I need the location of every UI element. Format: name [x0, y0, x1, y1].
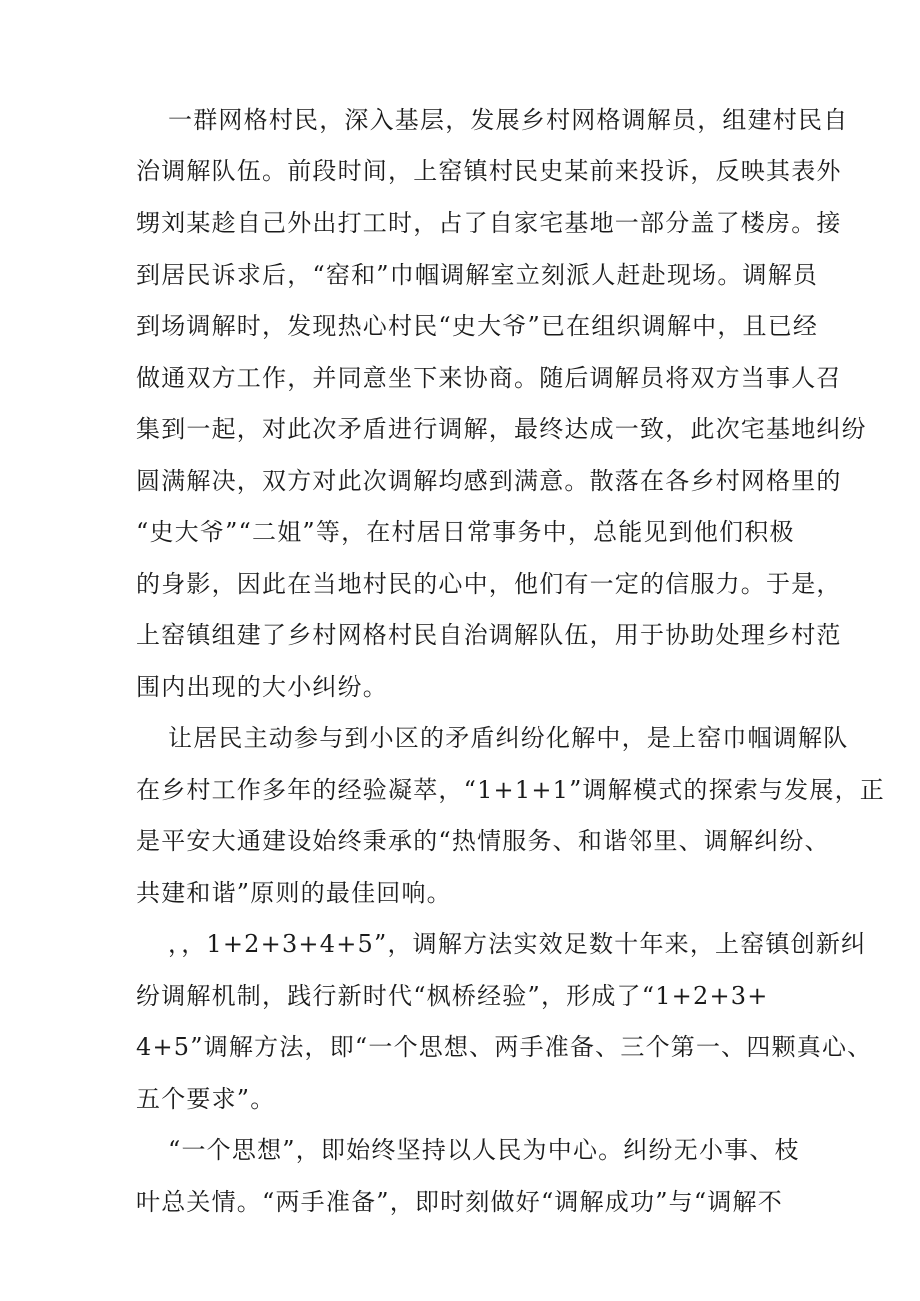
paragraph-3-line-3: 4+5”调解方法，即“一个思想、两手准备、三个第一、四颗真心、 [136, 1033, 873, 1061]
paragraph-4-line-2: 叶总关情。“两手准备”，即时刻做好“调解成功”与“调解不 [136, 1188, 783, 1216]
paragraph-2-line-1: 让居民主动参与到小区的矛盾纠纷化解中，是上窑巾帼调解队 [168, 724, 849, 752]
paragraph-2-line-3: 是平安大通建设始终秉承的“热情服务、和谐邻里、调解纠纷、 [136, 827, 830, 855]
paragraph-3-line-4: 五个要求”。 [136, 1085, 276, 1113]
paragraph-1-line-7: 集到一起，对此次矛盾进行调解，最终达成一致，此次宅基地纠纷 [136, 415, 867, 443]
paragraph-1-line-9: “史大爷”“二姐”等，在村居日常事务中，总能见到他们积极 [136, 518, 795, 546]
paragraph-1-line-12: 围内出现的大小纠纷。 [136, 673, 388, 701]
paragraph-1-line-5: 到场调解时，发现热心村民“史大爷”已在组织调解中，且已经 [136, 312, 819, 340]
paragraph-3-line-2: 纷调解机制，践行新时代“枫桥经验”，形成了“1+2+3+ [136, 982, 769, 1010]
paragraph-3-line-1: ，，1+2+3+4+5”，调解方法实效足数十年来，上窑镇创新纠 [168, 930, 867, 958]
paragraph-1-line-4: 到居民诉求后，“窑和”巾帼调解室立刻派人赶赴现场。调解员 [136, 261, 819, 289]
paragraph-1-line-1: 一群网格村民，深入基层，发展乡村网格调解员，组建村民自 [168, 106, 849, 134]
paragraph-2-line-2: 在乡村工作多年的经验凝萃，“1+1+1”调解模式的探索与发展，正 [136, 776, 885, 804]
paragraph-1-line-6: 做通双方工作，并同意坐下来协商。随后调解员将双方当事人召 [136, 364, 842, 392]
paragraph-1-line-11: 上窑镇组建了乡村网格村民自治调解队伍，用于协助处理乡村范 [136, 621, 842, 649]
paragraph-4-line-1: “一个思想”，即始终坚持以人民为中心。纠纷无小事、枝 [168, 1136, 800, 1164]
paragraph-1-line-2: 治调解队伍。前段时间，上窑镇村民史某前来投诉，反映其表外 [136, 157, 842, 185]
paragraph-1-line-10: 的身影，因此在当地村民的心中，他们有一定的信服力。于是， [136, 570, 842, 598]
paragraph-1-line-8: 圆满解决，双方对此次调解均感到满意。散落在各乡村网格里的 [136, 467, 842, 495]
paragraph-2-line-4: 共建和谐”原则的最佳回响。 [136, 879, 452, 907]
paragraph-1-line-3: 甥刘某趁自己外出打工时，占了自家宅基地一部分盖了楼房。接 [136, 209, 842, 237]
